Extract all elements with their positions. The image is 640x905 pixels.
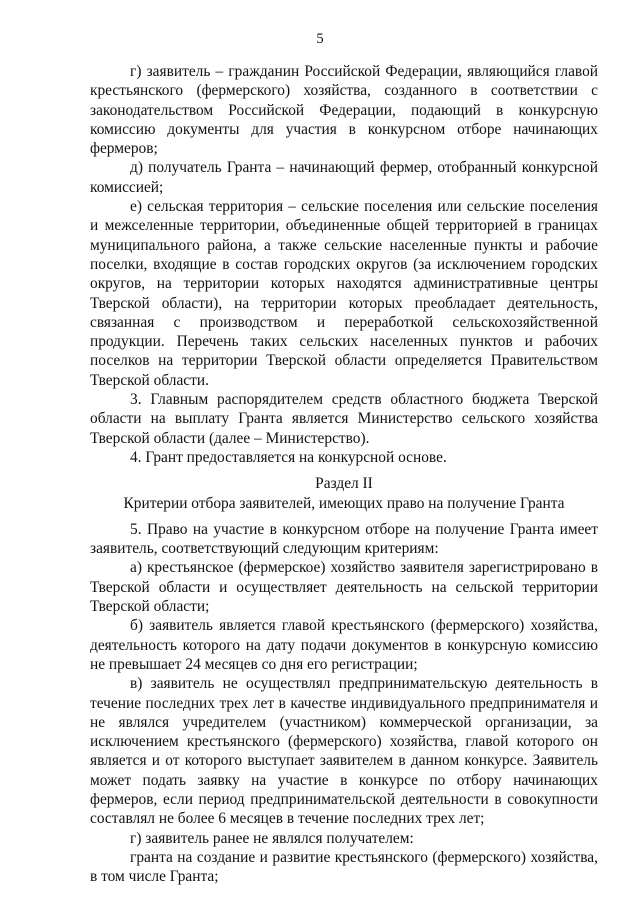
- paragraph-definition-e: е) сельская территория – сельские поселения или сельские поселения и межселенные территории, объединенные общей территорией в границах муниципального района, а также сельские населенные пункты и рабочие поселки, входящие в состав городских округов (за исключением городских округов, на территории которых находятся административные центры Тверской области), на территории которых преобладает деятельность, связанная с производством и переработкой сельскохозяйственной продукции. Перечень таких сельских населенных пунктов и рабочих поселков на территории Тверской области определяется Правительством Тверской области.: [90, 198, 598, 389]
- section-title: Критерии отбора заявителей, имеющих право на получение Гранта: [123, 494, 565, 512]
- paragraph-criterion-b: б) заявитель является главой крестьянского (фермерского) хозяйства, деятельность которого на дату подачи документов в конкурсную комиссию не превышает 24 месяцев со дня его регистрации;: [90, 617, 598, 673]
- paragraph-criterion-a: а) крестьянское (фермерское) хозяйство заявителя зарегистрировано в Тверской области и осуществляет деятельность на сельской территории Тверской области;: [90, 559, 598, 616]
- paragraph-item-4: 4. Грант предоставляется на конкурсной основе.: [130, 448, 447, 466]
- spacer: [90, 467, 598, 474]
- paragraph-item-3: 3. Главным распорядителем средств областного бюджета Тверской области на выплату Гранта является Министерство сельского хозяйства Тверской области (далее – Министерство).: [90, 391, 598, 447]
- spacer: [90, 513, 598, 520]
- paragraph-criterion-g: г) заявитель ранее не являлся получателем:: [130, 829, 414, 847]
- paragraph-criterion-v: в) заявитель не осуществлял предпринимательскую деятельность в течение последних трех лет в качестве индивидуального предпринимателя и не являлся учредителем (участником) коммерческой организации, за исключением крестьянского (фермерского) хозяйства, главой которого он является и от которого выступает заявителем в данном конкурсе. Заявитель может подать заявку на участие в конкурсе по отбору начинающих фермеров, если период предпринимательской деятельности в совокупности составлял не более 6 месяцев в течение последних трех лет;: [90, 675, 598, 828]
- section-number: Раздел II: [315, 475, 373, 493]
- paragraph-definition-g: г) заявитель – гражданин Российской Федерации, являющийся главой крестьянского (фермерского) хозяйства, созданного в соответствии с законодательством Российской Федерации, подающий в конкурсную комиссию документы для участия в конкурсном отборе начинающих фермеров;: [90, 63, 598, 158]
- document-body: [90, 62, 598, 886]
- paragraph-grant-item: гранта на создание и развитие крестьянского (фермерского) хозяйства, в том числе Гранта;: [90, 848, 598, 886]
- page-number: 5: [316, 31, 324, 47]
- paragraph-definition-d: д) получатель Гранта – начинающий фермер, отобранный конкурсной комиссией;: [90, 159, 598, 196]
- paragraph-item-5: 5. Право на участие в конкурсном отборе на получение Гранта имеет заявитель, соответствующий следующим критериям:: [90, 520, 598, 558]
